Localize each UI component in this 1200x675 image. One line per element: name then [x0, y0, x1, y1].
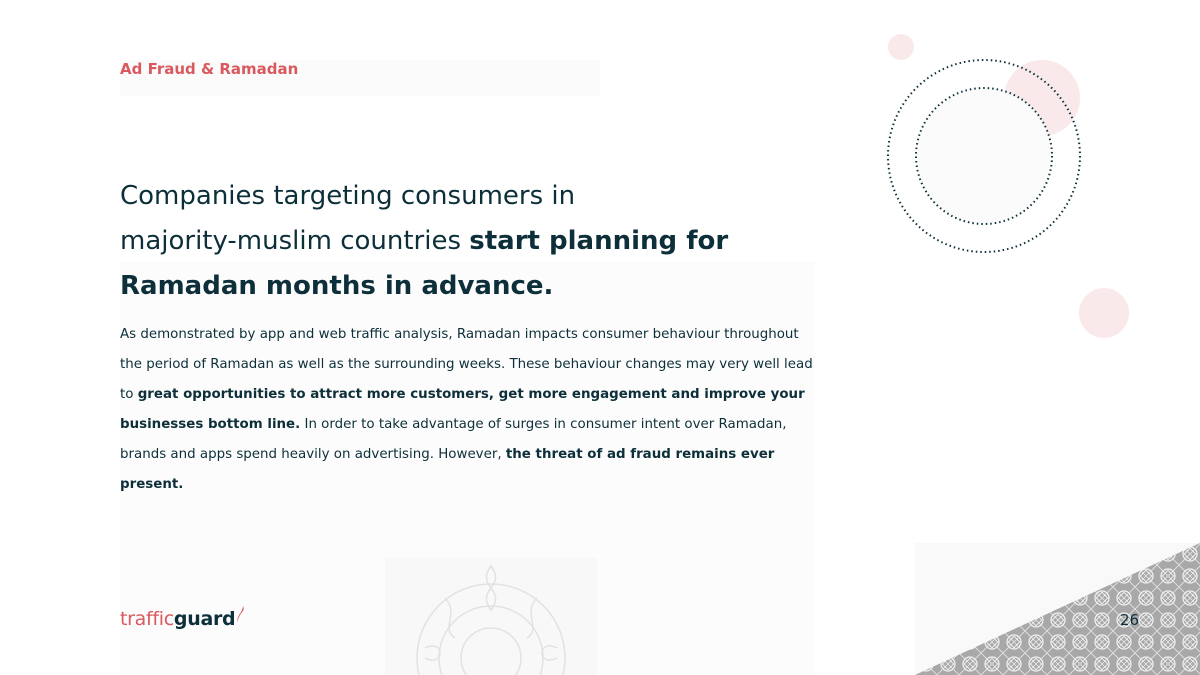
dotted-circles-decoration	[880, 30, 1090, 260]
body-part2: In order to take advantage of surges in consumer intent over Ramadan, brands and apps spend heavily on advertising. However,	[120, 417, 787, 462]
headline-line2-plain: majority-muslim countries	[120, 226, 470, 256]
section-label: Ad Fraud & Ramadan	[120, 60, 299, 78]
logo-text-guard: guard	[173, 608, 236, 630]
page-number: 26	[1120, 611, 1140, 629]
pink-dot-small	[888, 34, 914, 60]
body-part1: As demonstrated by app and web traffic analysis, Ramadan impacts consumer behaviour throughout the period of Ramadan as well as the surrounding weeks. These behaviour changes may very well lead to	[120, 327, 813, 402]
headline-line3-bold: Ramadan months in advance.	[120, 271, 554, 301]
pink-dot-decoration	[1078, 288, 1130, 340]
headline-line1: Companies targeting consumers in	[120, 181, 576, 211]
body-bold1: great opportunities to attract more customers, get more engagement and improve your businesses bottom line.	[120, 387, 805, 432]
logo-flame-icon	[236, 606, 245, 622]
headline	[120, 174, 760, 309]
logo-text-traffic: traffic	[120, 608, 174, 630]
body-bold2: the threat of ad fraud remains ever present.	[120, 447, 775, 492]
trafficguard-logo	[120, 608, 245, 630]
body-paragraph	[120, 320, 820, 500]
dotted-circle-inner	[916, 88, 1052, 224]
headline-line2-bold: start planning for	[469, 226, 729, 256]
mandala-pattern-decoration	[385, 558, 597, 675]
geometric-pattern-decoration	[915, 543, 1200, 675]
